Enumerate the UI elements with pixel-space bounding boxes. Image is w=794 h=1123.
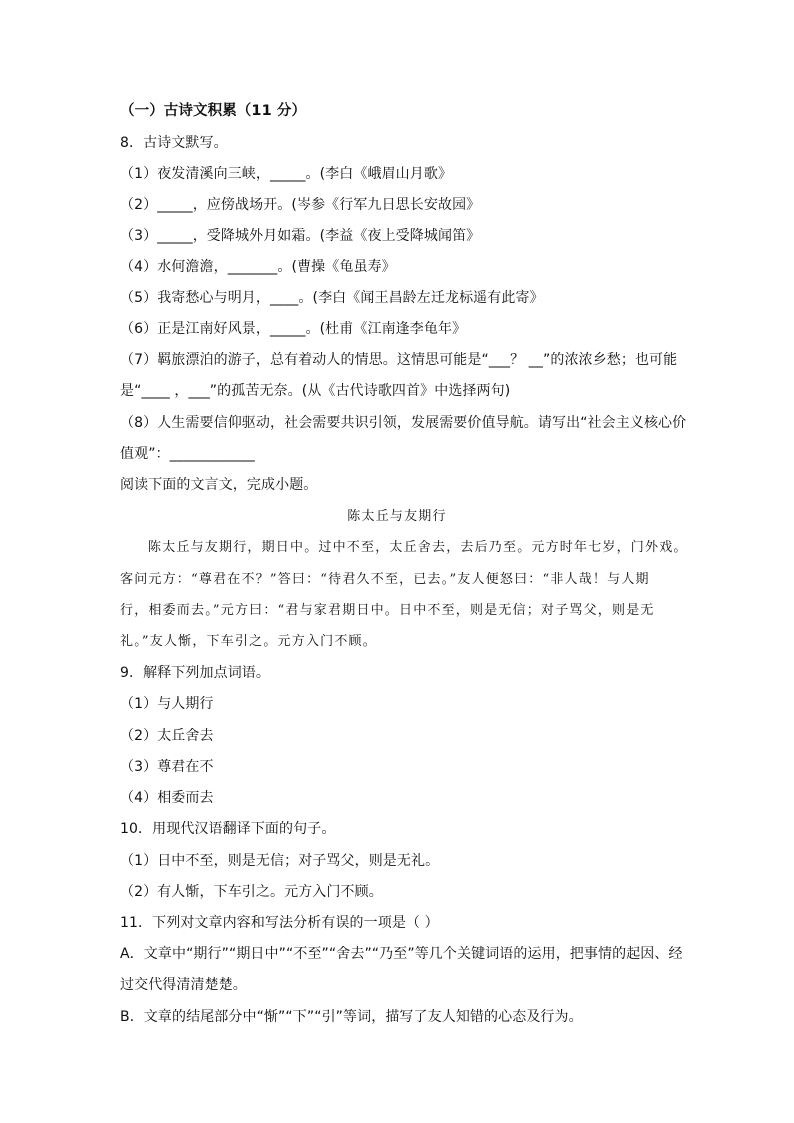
question-9-item-2: （2）太丘舍去 <box>120 728 214 744</box>
question-8-item-8-line-1: （8）人生需要信仰驱动，社会需要共识引领，发展需要价值导航。请写出“社会主义核心价 <box>120 415 687 431</box>
question-8-item-3: （3）_____，受降城外月如霜。(李益《夜上受降城闻笛》 <box>120 228 481 244</box>
question-9-item-3: （3）尊君在不 <box>120 759 214 775</box>
question-11-option-a-line-2: 过交代得清清楚楚。 <box>120 977 247 993</box>
passage-line-2: 客问元方：“尊君在不？”答曰：“待君久不至，已去。”友人便怒曰：“非人哉！与人期 <box>120 572 650 587</box>
section-title: （一）古诗文积累（11 分） <box>120 103 307 119</box>
question-11-option-a-line-1: A．文章中“期行”“期日中”“不至”“舍去”“乃至”等几个关键词语的运用，把事情的起因、经 <box>120 946 683 962</box>
reading-intro: 阅读下面的文言文，完成小题。 <box>120 477 318 493</box>
question-9-item-4: （4）相委而去 <box>120 790 214 806</box>
question-8-item-2: （2）_____，应傍战场开。(岑参《行军九日思长安故园》 <box>120 197 481 213</box>
question-10-title: 10．用现代汉语翻译下面的句子。 <box>120 821 336 837</box>
question-11-option-b: B．文章的结尾部分中“惭”“下”“引”等词，描写了友人知错的心态及行为。 <box>120 1009 583 1025</box>
question-8-item-1: （1）夜发清溪向三峡，_____。(李白《峨眉山月歌》 <box>120 166 453 182</box>
question-11-title: 11．下列对文章内容和写法分析有误的一项是（ ） <box>120 915 439 931</box>
passage-title: 陈太丘与友期行 <box>347 509 447 524</box>
question-10-item-2: （2）有人惭，下车引之。元方入门不顾。 <box>120 884 383 900</box>
question-10-item-1: （1）日中不至，则是无信；对子骂父，则是无礼。 <box>120 853 440 869</box>
passage-line-3: 行，相委而去。”元方曰：“君与家君期日中。日中不至，则是无信；对子骂父，则是无 <box>120 603 655 618</box>
passage-line-1: 陈太丘与友期行，期日中。过中不至，太丘舍去，去后乃至。元方时年七岁，门外戏。 <box>148 540 688 555</box>
question-8-item-8-line-2: 值观”：____________ <box>120 446 255 462</box>
question-9-title: 9．解释下列加点词语。 <box>120 665 271 681</box>
question-9-item-1: （1）与人期行 <box>120 696 214 712</box>
question-8-item-6: （6）正是江南好风景，_____。(杜甫《江南逢李龟年》 <box>120 321 467 337</box>
passage-line-4: 礼。”友人惭，下车引之。元方入门不顾。 <box>120 634 377 649</box>
question-8-item-7-line-1: （7）羁旅漂泊的游子，总有着动人的情思。这情思可能是“___？ __”的浓浓乡愁；也可能 <box>120 352 678 368</box>
question-8-item-7-line-2: 是“____ ，___”的孤苦无奈。(从《古代诗歌四首》中选择两句) <box>120 383 511 399</box>
question-8-item-4: （4）水何澹澹，_______。(曹操《龟虽寿》 <box>120 259 396 275</box>
question-8-title: 8．古诗文默写。 <box>120 135 228 151</box>
question-8-item-5: （5）我寄愁心与明月，____。(李白《闻王昌龄左迁龙标遥有此寄》 <box>120 290 544 306</box>
